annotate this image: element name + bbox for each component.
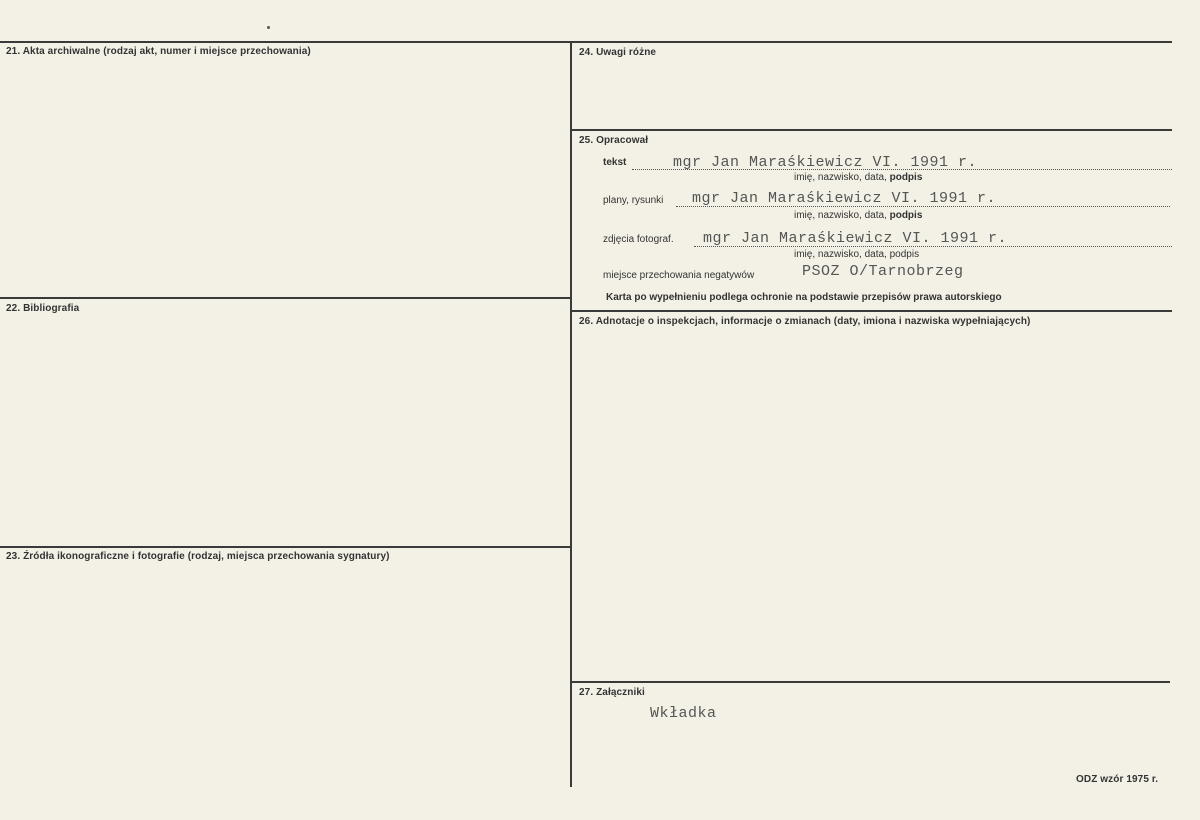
right-rule-25 (572, 129, 1172, 131)
miejsce-value: PSOZ O/Tarnobrzeg (802, 263, 964, 280)
section-25-label: 25. Opracował (579, 135, 649, 146)
tekst-label: tekst (603, 157, 627, 168)
right-rule-26 (572, 310, 1172, 312)
plany-caption: imię, nazwisko, data, podpis (794, 210, 923, 221)
tekst-caption: imię, nazwisko, data, podpis (794, 172, 923, 183)
section-21-label: 21. Akta archiwalne (rodzaj akt, numer i miejsce przechowania) (6, 46, 311, 57)
section-24-label: 24. Uwagi różne (579, 47, 657, 58)
attachment-value: Wkładka (650, 705, 717, 722)
form-identifier: ODZ wzór 1975 r. (1076, 774, 1159, 785)
tekst-value: mgr Jan Maraśkiewicz VI. 1991 r. (673, 154, 978, 171)
plany-label: plany, rysunki (603, 195, 664, 206)
zdjecia-caption: imię, nazwisko, data, podpis (794, 249, 920, 260)
section-22-label: 22. Bibliografia (6, 303, 80, 314)
center-divider (570, 41, 572, 787)
copyright-note: Karta po wypełnieniu podlega ochronie na podstawie przepisów prawa autorskiego (606, 292, 1002, 303)
miejsce-label: miejsce przechowania negatywów (603, 270, 755, 281)
plany-value: mgr Jan Maraśkiewicz VI. 1991 r. (692, 190, 997, 207)
top-rule (0, 41, 1172, 43)
zdjecia-label: zdjęcia fotograf. (603, 234, 674, 245)
left-rule-23 (0, 546, 570, 548)
print-dot (267, 26, 270, 29)
zdjecia-value: mgr Jan Maraśkiewicz VI. 1991 r. (703, 230, 1008, 247)
section-27-label: 27. Załączniki (579, 687, 645, 698)
section-23-label: 23. Źródła ikonograficzne i fotografie (rodzaj, miejsca przechowania sygnatury) (6, 551, 390, 562)
right-rule-27 (572, 681, 1170, 683)
left-rule-22 (0, 297, 570, 299)
section-26-label: 26. Adnotacje o inspekcjach, informacje o zmianach (daty, imiona i nazwiska wypełniających) (579, 316, 1031, 327)
